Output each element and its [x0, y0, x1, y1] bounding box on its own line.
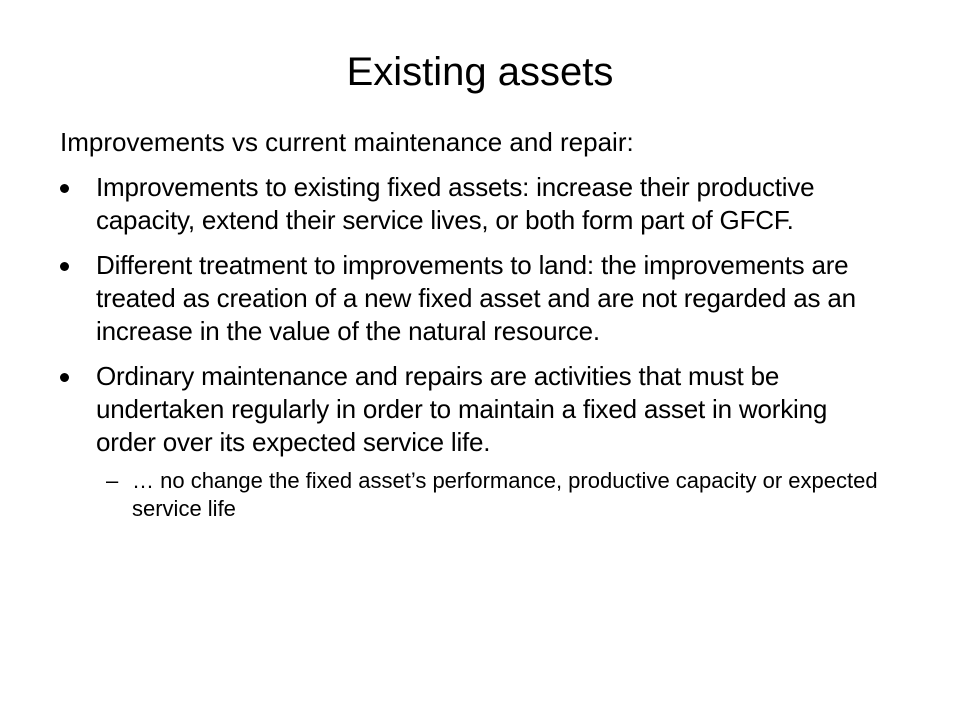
dash-marker: –	[106, 468, 119, 493]
bullet-text: Different treatment to improvements to land: the improvements are treated as creation of a new fixed asset and are not regarded as an increase in the value of the natural resource.	[96, 250, 856, 346]
slide-body	[60, 126, 880, 535]
bullet-dot-icon	[60, 184, 69, 193]
bullet-dot-icon	[60, 373, 69, 382]
bullet-text: Ordinary maintenance and repairs are activities that must be undertaken regularly in order to maintain a fixed asset in working order over its expected service life.	[96, 361, 828, 457]
intro-text: Improvements vs current maintenance and repair:	[60, 127, 634, 157]
bullet-text: Improvements to existing fixed assets: increase their productive capacity, extend their service lives, or both form part of GFCF.	[96, 172, 815, 235]
sub-bullet-item	[96, 467, 880, 523]
bullet-dot-icon	[60, 262, 69, 271]
bullet-item	[60, 249, 880, 348]
bullet-item	[60, 171, 880, 237]
slide-title: Existing assets	[346, 50, 614, 94]
bullet-item	[60, 360, 880, 523]
sub-bullet-text: … no change the fixed asset’s performance, productive capacity or expected service life	[132, 468, 878, 521]
bullet-list	[60, 171, 880, 523]
sub-bullet-list	[96, 467, 880, 523]
